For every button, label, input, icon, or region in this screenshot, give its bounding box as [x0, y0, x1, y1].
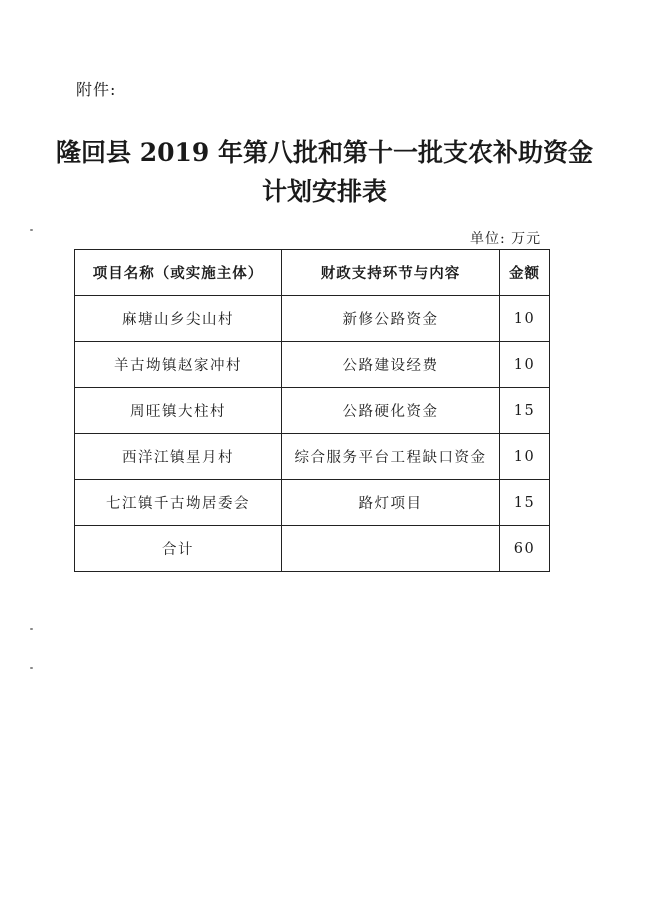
- amount-cell: 15: [500, 480, 550, 526]
- scan-speck: [30, 229, 33, 231]
- scan-speck: [30, 628, 33, 630]
- amount-cell: 10: [500, 296, 550, 342]
- table-row: [75, 434, 550, 480]
- project-name-cell: 羊古坳镇赵家冲村: [75, 342, 282, 388]
- table-row: [75, 480, 550, 526]
- table-row: [75, 388, 550, 434]
- attachment-label: 附件:: [76, 80, 117, 99]
- unit-label: 单位: 万元: [470, 231, 542, 247]
- amount-cell: 15: [500, 388, 550, 434]
- table-row: [75, 342, 550, 388]
- support-content-cell: 新修公路资金: [282, 296, 500, 342]
- total-label-cell: 合计: [75, 526, 282, 572]
- funding-plan-table: [74, 249, 550, 572]
- support-content-cell: 公路硬化资金: [282, 388, 500, 434]
- project-name-cell: 西洋江镇星月村: [75, 434, 282, 480]
- project-name-cell: 周旺镇大柱村: [75, 388, 282, 434]
- header-amount: 金额: [500, 250, 550, 296]
- scan-speck: [30, 667, 33, 669]
- document-title-line-2: 计划安排表: [261, 177, 387, 206]
- header-support-content: 财政支持环节与内容: [282, 250, 500, 296]
- support-content-cell: 公路建设经费: [282, 342, 500, 388]
- amount-cell: 10: [500, 342, 550, 388]
- document-title-line-1: 隆回县 2019 年第八批和第十一批支农补助资金: [56, 138, 593, 167]
- header-project-name: 项目名称（或实施主体）: [75, 250, 282, 296]
- table-row: [75, 296, 550, 342]
- support-content-cell: 综合服务平台工程缺口资金: [282, 434, 500, 480]
- table-header-row: [75, 250, 550, 296]
- total-empty-cell: [282, 526, 500, 572]
- total-row: [75, 526, 550, 572]
- total-amount-cell: 60: [500, 526, 550, 572]
- project-name-cell: 麻塘山乡尖山村: [75, 296, 282, 342]
- project-name-cell: 七江镇千古坳居委会: [75, 480, 282, 526]
- amount-cell: 10: [500, 434, 550, 480]
- support-content-cell: 路灯项目: [282, 480, 500, 526]
